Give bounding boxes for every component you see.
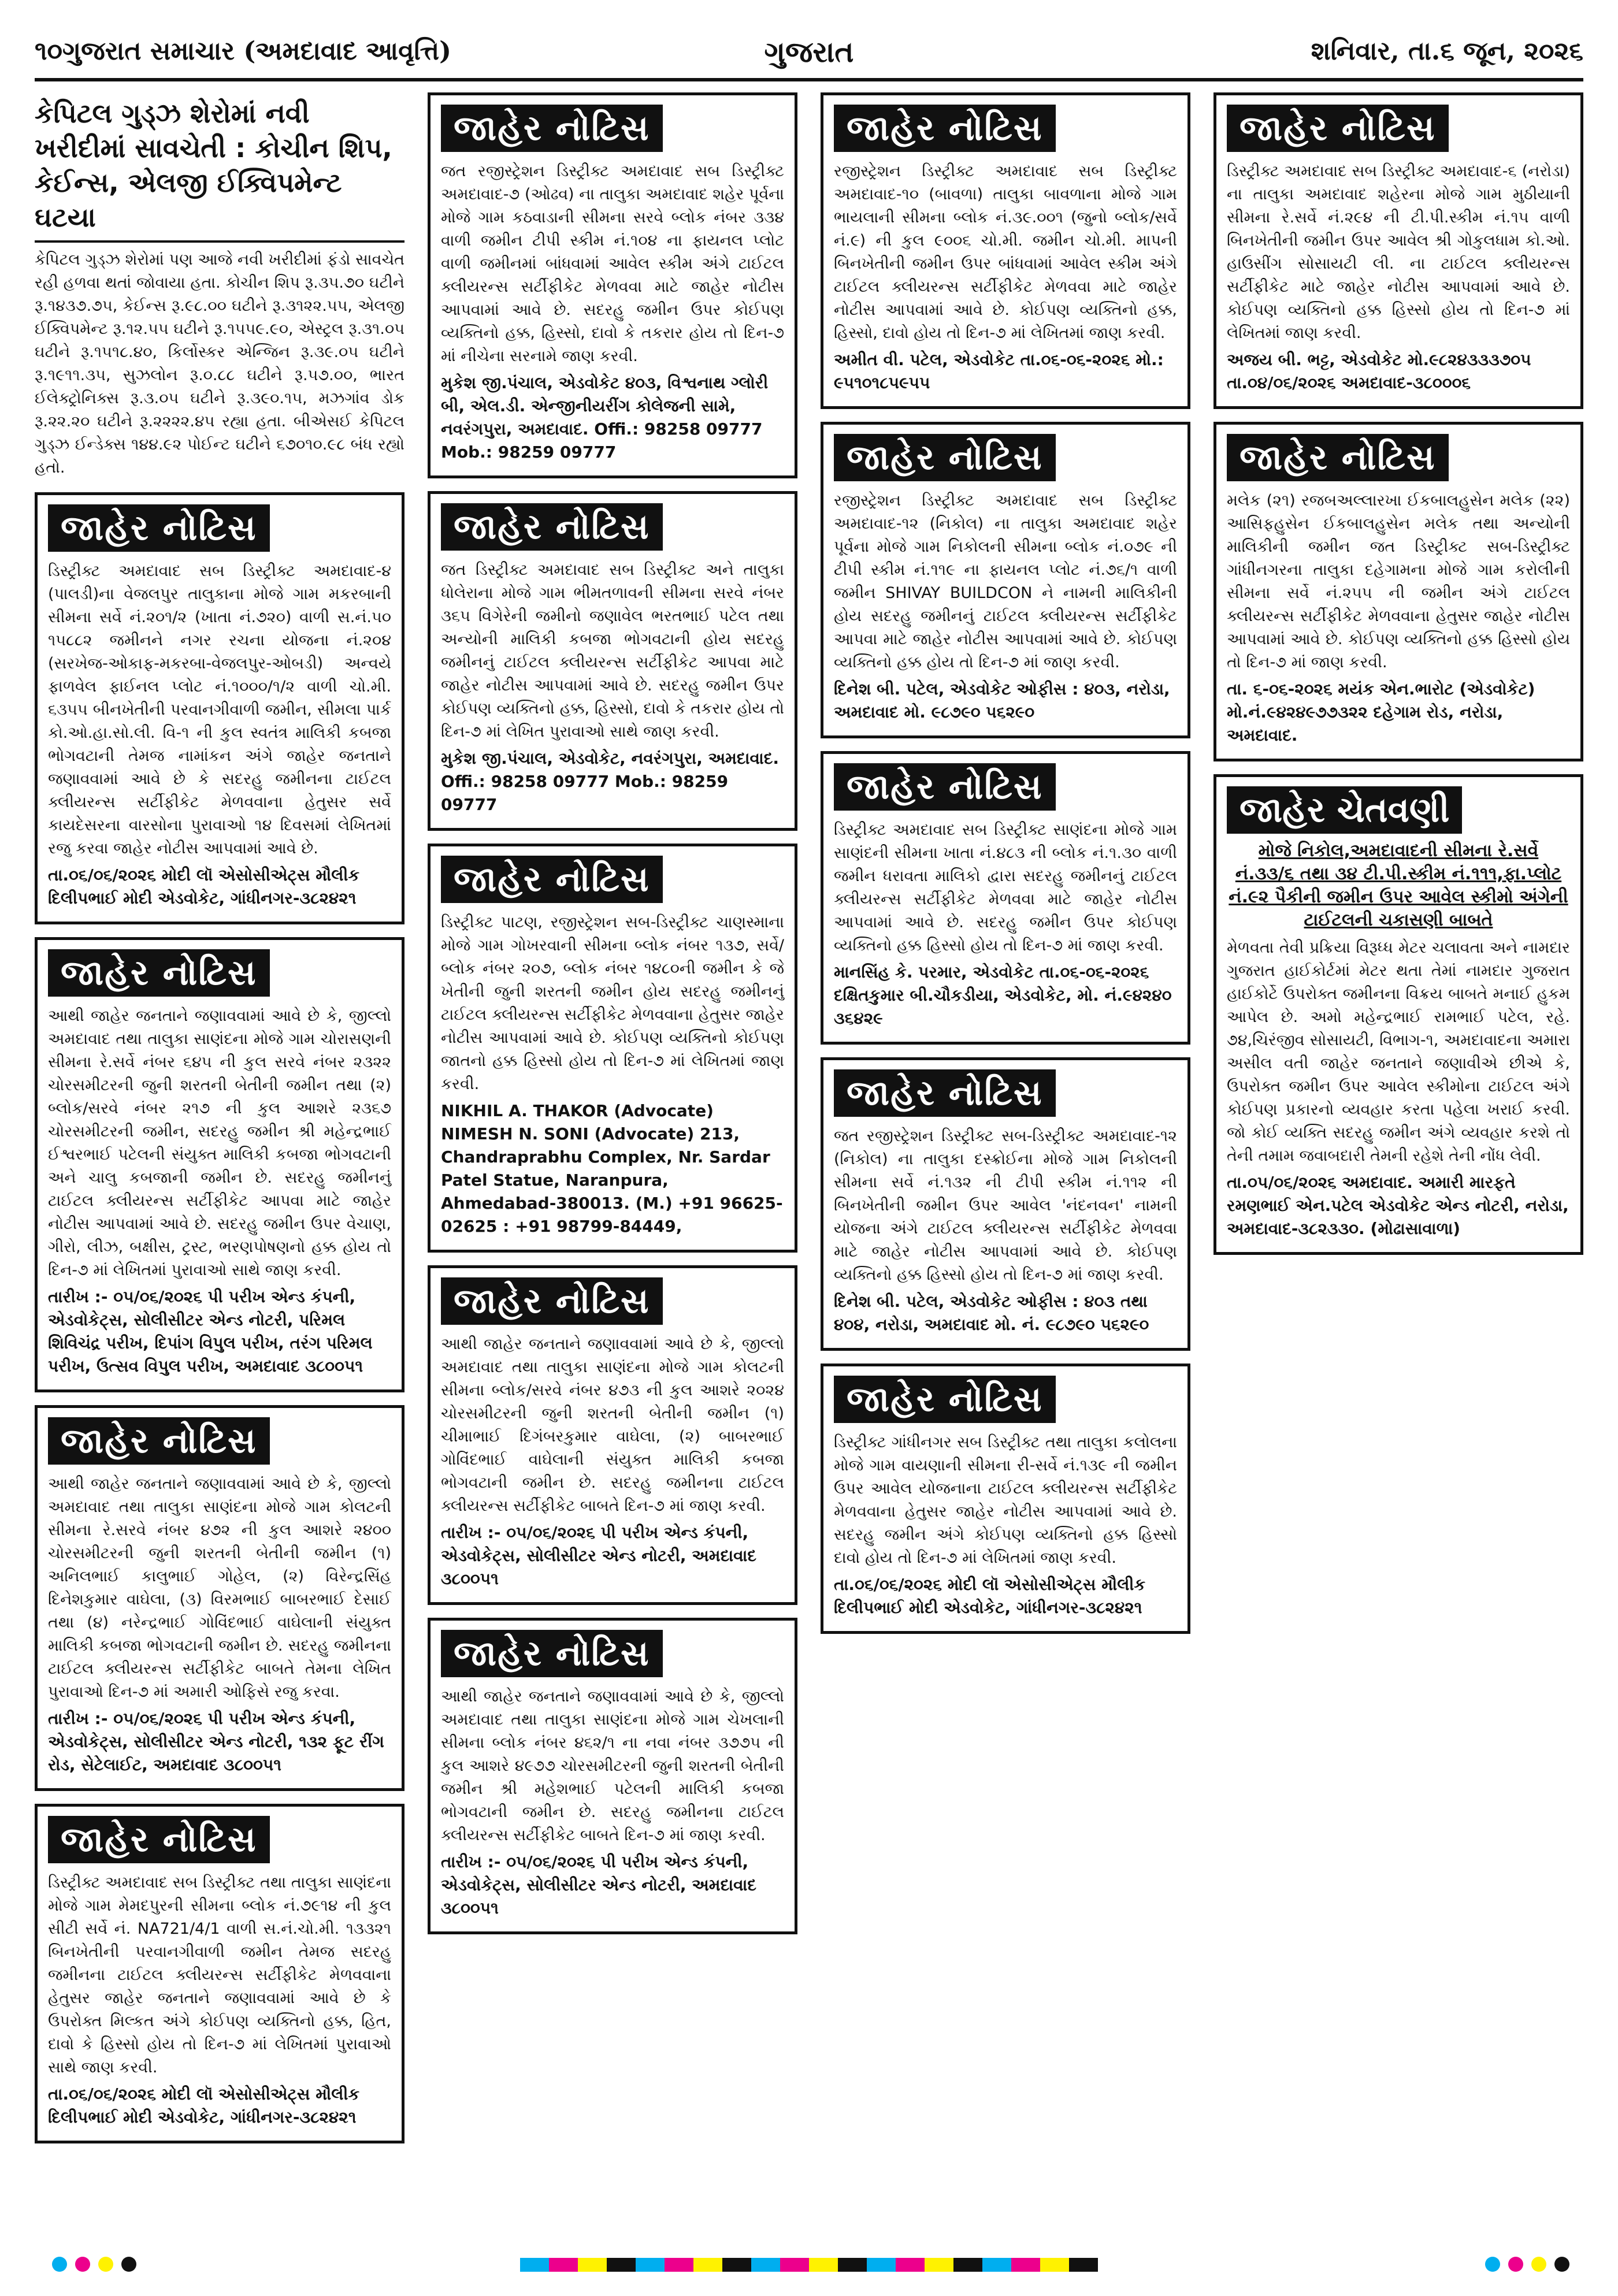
notice-signature: NIKHIL A. THAKOR (Advocate) NIMESH N. SONI (Advocate) 213, Chandraprabhu Complex, Nr. Sardar Patel Statue, Naranpura, Ahmedabad-380013. (M.) +91 96625-02625 : +91 98799-84449,	[441, 1101, 783, 1236]
notice-signature: મુકેશ જી.પંચાલ, એડવોકેટ ૪૦૩, વિશ્વનાથ ગ્લોરી બી, એલ.ડી. એન્જીનીયરીંગ કોલેજની સામે, નવરંગપુરા, અમદાવાદ. Offi.: 98258 09777 Mob.: 98259 09777	[441, 373, 769, 462]
notice-signature: માનસિંહ કે. પરમાર, એડવોકેટ તા.૦૬-૦૬-૨૦૨૬ દક્ષિતકુમાર બી.ચૌકડીયા, એડવોકેટ, મો. નં.૯૪૨૪૦ ૩૬૪૨૯	[834, 963, 1172, 1028]
warning-signature: તા.૦૫/૦૬/૨૦૨૬ અમદાવાદ. અમારી મારફતે રમણભાઈ એન.પટેલ એડવોકેટ એન્ડ નોટરી, નરોડા, અમદાવાદ-૩૮૨૩૩૦. (મોઢાસાવાળા)	[1227, 1173, 1569, 1238]
notice-title: જાહેર નોટિસ	[834, 763, 1056, 811]
column-3	[821, 92, 1190, 2242]
notice-title: જાહેર નોટિસ	[834, 434, 1056, 481]
warning-body: મેળવતા તેવી પ્રક્રિયા વિરૂધ્ધ મેટર ચલાવતા અને નામદાર ગુજરાત હાઈકોર્ટમાં મેટર થતા તેમાં નામદાર ગુજરાત હાઈકોર્ટે ઉપરોક્ત જમીનના વિક્રય બાબતે મનાઈ હુકમ આપેલ છે. અમો મહેન્દ્રભાઈ રામભાઈ પટેલ, રહે. ૭૪,ચિરંજીવ સોસાયટી, વિભાગ-૧, અમદાવાદના અમારા અસીલ વતી જાહેર જનતાને જણાવીએ છીએ કે, ઉપરોક્ત જમીન ઉપર આવેલ સ્કીમોના ટાઈટલ અંગે કોઈપણ પ્રકારનો વ્યવહાર કરતા પહેલા ખરાઈ કરવી. જો કોઈ વ્યક્તિ સદરહુ જમીન અંગે વ્યવહાર કરશે તો તેની તમામ જવાબદારી તેમની રહેશે તેની નોંધ લેવી.	[1227, 939, 1570, 1165]
notice-2-2	[428, 491, 797, 831]
notice-signature: તા.૦૬/૦૬/૨૦૨૬ મોદી લૉ એસોસીએટ્સ મૌલીક દિલીપભાઈ મોદી એડવોકેટ, ગાંધીનગર-૩૮૨૪૨૧	[834, 1575, 1146, 1617]
section-title: ગુજરાત	[764, 35, 854, 69]
lead-headline: કેપિટલ ગુડ્ઝ શેરોમાં નવી ખરીદીમાં સાવચેતી : કોચીન શિપ, કેઈન્સ, એલજી ઈક્વિપમેન્ટ ઘટયા	[35, 92, 404, 243]
notice-signature: તારીખ :- ૦૫/૦૬/૨૦૨૬ પી પરીખ એન્ડ કંપની, એડવોકેટ્સ, સોલીસીટર એન્ડ નોટરી, અમદાવાદ ૩૮૦૦૫૧	[441, 1523, 757, 1588]
notice-2-3	[428, 844, 797, 1253]
black-dot-icon	[121, 2257, 136, 2272]
notice-title: જાહેર નોટિસ	[48, 1417, 270, 1465]
notice-2-1	[428, 92, 797, 478]
cyan-dot-icon	[52, 2257, 67, 2272]
notice-body: ડિસ્ટ્રીક્ટ અમદાવાદ સબ ડિસ્ટ્રીક્ટ તથા તાલુકા સાણંદના મોજે ગામ મેમદપુરની સીમના બ્લોક નં.૭૯૧૪ ની કુલ સીટી સર્વે નં. NA721/4/1 વાળી સ.નં.ચો.મી. ૧૩૩૨૧ બિનખેતીની પરવાનગીવાળી જમીન તેમજ સદરહુ જમીનના ટાઈટલ ક્લીયરન્સ સર્ટીફીકેટ મેળવવાના હેતુસર જાહેર જનતાને જણાવવામાં આવે છે કે ઉપરોક્ત મિલ્કત અંગે કોઈપણ વ્યક્તિનો હક્ક, હિત, દાવો કે હિસ્સો હોય તો દિન-૭ માં લેખિતમાં પુરાવાઓ સાથે જાણ કરવી.	[48, 1874, 391, 2076]
notice-signature: અમીત વી. પટેલ, એડવોકેટ તા.૦૬-૦૬-૨૦૨૬ મો.: ૯૫૧૦૧૮૫૯૫૫	[834, 350, 1164, 392]
notice-1-2	[35, 937, 404, 1392]
notice-2-4	[428, 1265, 797, 1605]
notice-body: રજીસ્ટ્રેશન ડિસ્ટ્રીક્ટ અમદાવાદ સબ ડિસ્ટ્રીક્ટ અમદાવાદ-૧૨ (નિકોલ) ના તાલુકા અમદાવાદ શહેર પૂર્વના મોજે ગામ નિકોલની સીમના બ્લોક નં.૦૭૯ ની ટીપી સ્કીમ નં.૧૧૯ ના ફાયનલ પ્લોટ નં.૭૬/૧ વાળી જમીન SHIVAY BUILDCON ને નામની માલિકીની હોય સદરહુ જમીનનું ટાઈટલ ક્લીયરન્સ સર્ટીફીકેટ આપવા માટે જાહેર નોટીસ આપવામાં આવે છે. કોઈપણ વ્યક્તિનો હક્ક હોય તો દિન-૭ માં જાણ કરવી.	[834, 492, 1177, 671]
notice-body: ડિસ્ટ્રીક્ટ પાટણ, રજીસ્ટ્રેશન સબ-ડિસ્ટ્રીક્ટ ચાણસ્માના મોજે ગામ ગોખરવાની સીમના બ્લોક નંબર ૧૩૭, સર્વે/બ્લોક નંબર ૨૦૭, બ્લોક નંબર ૧૪૮૦ની જમીન કે જે ખેતીની જુની શરતની જમીન હોય સદરહુ જમીનનું ટાઈટલ ક્લીયરન્સ સર્ટીફીકેટ મેળવવાના હેતુસર જાહેર નોટીસ આપવામાં આવે છે. કોઈપણ વ્યક્તિનો કોઈપણ જાતનો હક્ક હિસ્સો હોય તો દિન-૭ માં લેખિતમાં જાણ કરવી.	[441, 913, 784, 1093]
notice-4-2	[1214, 422, 1583, 761]
notice-title: જાહેર નોટિસ	[48, 949, 270, 997]
column-4	[1214, 92, 1583, 2242]
notice-body: આથી જાહેર જનતાને જણાવવામાં આવે છે કે, જીલ્લો અમદાવાદ તથા તાલુકા સાણંદના મોજે ગામ કોલટની સીમના રે.સરવે નંબર ૪૭૨ ની કુલ આશરે ૨૪૦૦ ચોરસમીટરની જુની શરતની બેતીની જમીન (૧) અનિલભાઈ કાલુભાઈ ગોહેલ, (૨) વિરેન્દ્રસિંહ દિનેશકુમાર વાઘેલા, (૩) વિરમભાઈ બાબરભાઈ દેસાઈ તથા (૪) નરેન્દ્રભાઈ ગોવિંદભાઈ વાઘેલાની સંયુક્ત માલિકી કબજા ભોગવટાની જમીન છે. સદરહુ જમીનના ટાઈટલ ક્લીયરન્સ સર્ટીફીકેટ બાબતે તેમના લેખિત પુરાવાઓ દિન-૭ માં અમારી ઓફિસે રજુ કરવા.	[48, 1475, 391, 1701]
notice-title: જાહેર નોટિસ	[48, 1816, 270, 1863]
notice-body: ડિસ્ટ્રીક્ટ અમદાવાદ સબ ડિસ્ટ્રીક્ટ અમદાવાદ-૪ (પાલડી)ના વેજલપુર તાલુકાના મોજે ગામ મકરબાની સીમના સર્વે નં.૨૦૧/૨ (ખાતા નં.૭૨૦) વાળી સ.નં.૫૦ ૧૫૮૮૨ જમીનને નગર રચના યોજના નં.૨૦૪ (સરખેજ-ઓકાફ-મકરબા-વેજલપુર-ઓબડી) અન્વયે ફાળવેલ ફાઈનલ પ્લોટ નં.૧૦૦૦/૧/૨ વાળી ચો.મી. ૬૩૫૫ બીનખેતીની પરવાનગીવાળી જમીન, સીમલા પાર્ક કો.ઓ.હા.સો.લી. વિ-૧ ની કુલ સ્વતંત્ર માલિકી કબજા ભોગવટાની તેમજ નામાંકન અંગે જાહેર જનતાને જણાવવામાં આવે છે કે સદરહુ જમીનના ટાઈટલ ક્લીયરન્સ સર્ટીફીકેટ મેળવવાના હેતુસર સર્વે કાયદેસરના વારસોના પુરાવાઓ ૧૪ દિવસમાં લેખિતમાં રજુ કરવા જાહેર નોટીસ આપવામાં આવે છે.	[48, 562, 391, 857]
notice-title: જાહેર નોટિસ	[441, 105, 663, 152]
cyan-dot-icon	[1485, 2257, 1500, 2272]
yellow-dot-icon	[98, 2257, 113, 2272]
notice-body: આથી જાહેર જનતાને જણાવવામાં આવે છે કે, જીલ્લો અમદાવાદ તથા તાલુકા સાણંદના મોજે ગામ ચેખલાની સીમના બ્લોક નંબર ૪૬૨/૧ ના નવા નંબર ૩૭૭૫ ની કુલ આશરે ૪૯૭૭ ચોરસમીટરની જુની શરતની બેતીની જમીન શ્રી મહેશભાઈ પટેલની માલિકી કબજા ભોગવટાની જમીન છે. સદરહુ જમીનના ટાઈટલ ક્લીયરન્સ સર્ટીફીકેટ બાબતે દિન-૭ માં જાણ કરવી.	[441, 1688, 784, 1844]
notice-title: જાહેર નોટિસ	[441, 503, 663, 551]
issue-date: શનિવાર, તા.૬ જૂન, ૨૦૨૬	[1311, 36, 1583, 66]
notice-body: રજીસ્ટ્રેશન ડિસ્ટ્રીક્ટ અમદાવાદ સબ ડિસ્ટ્રીક્ટ અમદાવાદ-૧૦ (બાવળા) તાલુકા બાવળાના મોજે ગામ ભાયલાની સીમના બ્લોક નં.૩૯.૦૦૧ (જુનો બ્લોક/સર્વે નં.૯) ની કુલ ૯૦૦૬ ચો.મી. જમીન ચો.મી. માપની બિનખેતીની જમીન ઉપર બાંધવામાં આવેલ સ્કીમ અંગે ટાઈટલ ક્લીયરન્સ સર્ટીફીકેટ મેળવવા માટે જાહેર નોટીસ આપવામાં આવે છે. કોઈપણ વ્યક્તિનો હક્ક, હિસ્સો, દાવો હોય તો દિન-૭ માં લેખિતમાં જાણ કરવી.	[834, 162, 1177, 342]
warning-subject: મોજે નિકોલ,અમદાવાદની સીમના રે.સર્વે નં.૩૩/૬ તથા ૩૪ ટી.પી.સ્કીમ નં.૧૧૧,ફા.પ્લોટ નં.૯૨ પૈકીની જમીન ઉપર આવેલ સ્કીમો અંગેની ટાઈટલની ચકાસણી બાબતે	[1229, 841, 1568, 930]
notice-signature: તારીખ :- ૦૫/૦૬/૨૦૨૬ પી પરીખ એન્ડ કંપની, એડવોકેટ્સ, સોલીસીટર એન્ડ નોટરી, અમદાવાદ ૩૮૦૦૫૧	[441, 1852, 757, 1918]
notice-signature: તા.૦૬/૦૬/૨૦૨૬ મોદી લૉ એસોસીએટ્સ મૌલીક દિલીપભાઈ મોદી એડવોકેટ, ગાંધીનગર-૩૮૨૪૨૧	[48, 2085, 360, 2127]
notice-signature: મુકેશ જી.પંચાલ, એડવોકેટ, નવરંગપુરા, અમદાવાદ. Offi.: 98258 09777 Mob.: 98259 09777	[441, 749, 780, 814]
masthead-edition: ૧૦ગુજરાત સમાચાર (અમદાવાદ આવૃત્તિ)	[35, 36, 451, 66]
notice-3-1	[821, 92, 1190, 409]
column-1	[35, 92, 404, 2242]
notice-1-4	[35, 1804, 404, 2143]
notice-body: ડિસ્ટ્રીક્ટ અમદાવાદ સબ ડિસ્ટ્રીક્ટ સાણંદના મોજે ગામ સાણંદની સીમના ખાતા નં.૪૮૩ ની બ્લોક નં.૧.૩૦ વાળી જમીન ધરાવતા માલિકો દ્વારા સદરહુ જમીનનું ટાઈટલ ક્લીયરન્સ સર્ટીફીકેટ મેળવવા માટે જાહેર નોટીસ આપવામાં આવે છે. સદરહુ જમીન ઉપર કોઈપણ વ્યક્તિનો હક્ક હિસ્સો હોય તો દિન-૭ માં જાણ કરવી.	[834, 821, 1177, 954]
notice-body: ડિસ્ટ્રીક્ટ અમદાવાદ સબ ડિસ્ટ્રીક્ટ અમદાવાદ-૬ (નરોડા) ના તાલુકા અમદાવાદ શહેરના મોજે ગામ મુઠીયાની સીમના રે.સર્વે નં.૨૯૪ ની ટી.પી.સ્કીમ નં.૧૫ વાળી બિનખેતીની જમીન ઉપર આવેલ શ્રી ગોકુલધામ કો.ઓ. હાઉસીંગ સોસાયટી લી. ના ટાઈટલ ક્લીયરન્સ સર્ટીફીકેટ માટે જાહેર નોટીસ આપવામાં આવે છે. કોઈપણ વ્યક્તિનો હક્ક હિસ્સો હોય તો દિન-૭ માં લેખિતમાં જાણ કરવી.	[1227, 162, 1570, 342]
notice-signature: તારીખ :- ૦૫/૦૬/૨૦૨૬ પી પરીખ એન્ડ કંપની, એડવોકેટ્સ, સોલીસીટર એન્ડ નોટરી, પરિમલ શિવિચંદ્ર પરીખ, દિપાંગ વિપુલ પરીખ, તરંગ પરિમલ પરીખ, ઉત્સવ વિપુલ પરીખ, અમદાવાદ ૩૮૦૦૫૧	[48, 1287, 373, 1376]
notice-3-3	[821, 751, 1190, 1045]
notice-title: જાહેર નોટિસ	[441, 856, 663, 903]
notice-3-5	[821, 1364, 1190, 1634]
magenta-dot-icon	[1508, 2257, 1523, 2272]
notice-title: જાહેર નોટિસ	[834, 105, 1056, 152]
warning-title: જાહેર ચેતવણી	[1227, 786, 1462, 834]
yellow-dot-icon	[1531, 2257, 1546, 2272]
notice-body: જત રજીસ્ટ્રેશન ડિસ્ટ્રીક્ટ અમદાવાદ સબ ડિસ્ટ્રીક્ટ અમદાવાદ-૭ (ઓઢવ) ના તાલુકા અમદાવાદ શહેર પૂર્વના મોજે ગામ કઠવાડાની સીમના સરવે બ્લોક નંબર ૩૩૪ વાળી જમીન ટીપી સ્કીમ નં.૧૦૪ ના ફાયનલ પ્લોટ વાળી જમીનમાં બાંધવામાં આવેલ સ્કીમ અંગે ટાઈટલ ક્લીયરન્સ સર્ટીફીકેટ મેળવવા માટે જાહેર નોટીસ આપવામાં આવે છે. સદરહુ જમીન ઉપર કોઈપણ વ્યક્તિનો હક્ક, હિસ્સો, દાવો કે તકરાર હોય તો દિન-૭ માં નીચેના સરનામે જાણ કરવી.	[441, 162, 784, 365]
notice-body: ડિસ્ટ્રીક્ટ ગાંધીનગર સબ ડિસ્ટ્રીક્ટ તથા તાલુકા કલોલના મોજે ગામ વાયણાની સીમના રી-સર્વે નં.૧૩૯ ની જમીન ઉપર આવેલ યોજનાના ટાઈટલ ક્લીયરન્સ સર્ટીફીકેટ મેળવવાના હેતુસર જાહેર નોટીસ આપવામાં આવે છે. સદરહુ જમીન અંગે કોઈપણ વ્યક્તિનો હક્ક હિસ્સો દાવો હોય તો દિન-૭ માં લેખિતમાં જાણ કરવી.	[834, 1433, 1177, 1567]
notice-3-2	[821, 422, 1190, 738]
notice-signature: તારીખ :- ૦૫/૦૬/૨૦૨૬ પી પરીખ એન્ડ કંપની, એડવોકેટ્સ, સોલીસીટર એન્ડ નોટરી, ૧૩૨ ફૂટ રીંગ રોડ, સેટેલાઈટ, અમદાવાદ ૩૮૦૦૫૧	[48, 1709, 384, 1774]
notice-title: જાહેર નોટિસ	[834, 1069, 1056, 1117]
public-warning	[1214, 774, 1583, 1255]
notice-2-5	[428, 1618, 797, 1934]
notice-signature: દિનેશ બી. પટેલ, એડવોકેટ ઓફીસ : ૪૦૩ તથા ૪૦૪, નરોડા, અમદાવાદ મો. નં. ૯૮૭૯૦ ૫૬૨૯૦	[834, 1292, 1149, 1334]
notice-4-1	[1214, 92, 1583, 409]
notice-1-1	[35, 492, 404, 924]
notice-signature: અજય બી. ભટ્ટ, એડવોકેટ મો.૯૮૨૪૩૩૩૭૦૫ તા.૦૪/૦૬/૨૦૨૬ અમદાવાદ-૩૮૦૦૦૬	[1227, 350, 1531, 392]
notice-body: આથી જાહેર જનતાને જણાવવામાં આવે છે કે, જીલ્લો અમદાવાદ તથા તાલુકા સાણંદના મોજે ગામ ચોરાસણની સીમના રે.સર્વે નંબર ૬૪૫ ની કુલ સરવે નંબર ૨૩૨૨ ચોરસમીટરની જુની શરતની બેતીની જમીન તથા (૨) બ્લોક/સરવે નંબર ૨૧૭ ની કુલ આશરે ૨૩૬૭ ચોરસમીટરની જમીન, સદરહુ જમીન શ્રી મહેન્દ્રભાઈ ઈશ્વરભાઈ પટેલની સંયુક્ત માલિકી કબજા ભોગવટાની અને ચાલુ કબજાની જમીન છે. સદરહુ જમીનનું ટાઈટલ ક્લીયરન્સ સર્ટીફીકેટ આપવા માટે જાહેર નોટીસ આપવામાં આવે છે. સદરહુ જમીન ઉપર વેચાણ, ગીરો, લીઝ, બક્ષીસ, ટ્રસ્ટ, ભરણપોષણનો હક્ક હોય તો દિન-૭ માં લેખિતમાં પુરાવાઓ સાથે જાણ કરવી.	[48, 1007, 391, 1279]
notice-title: જાહેર નોટિસ	[1227, 105, 1449, 152]
print-registration-marks	[0, 2253, 1618, 2276]
notice-signature: તા.૦૬/૦૬/૨૦૨૬ મોદી લૉ એસોસીએટ્સ મૌલીક દિલીપભાઈ મોદી એડવોકેટ, ગાંધીનગર-૩૮૨૪૨૧	[48, 865, 360, 908]
notice-title: જાહેર નોટિસ	[441, 1277, 663, 1325]
notice-title: જાહેર નોટિસ	[48, 504, 270, 552]
black-dot-icon	[1554, 2257, 1569, 2272]
notice-signature: તા. ૬-૦૬-૨૦૨૬ મયંક એન.ભારોટ (એડવોકેટ) મો.નં.૯૪૨૪૯૭૭૩૨૨ દહેગામ રોડ, નરોડા, અમદાવાદ.	[1227, 679, 1535, 745]
column-2	[428, 92, 797, 2242]
magenta-dot-icon	[75, 2257, 90, 2272]
lead-body: કેપિટલ ગુડ્ઝ શેરોમાં પણ આજે નવી ખરીદીમાં ફંડો સાવચેત રહી હળવા થતાં જોવાયા હતા. કોચીન શિપ રૂ.૩૫.૭૦ ઘટીને રૂ.૧૪૩૭.૭૫, કેઈન્સ રૂ.૯૮.૦૦ ઘટીને રૂ.૩૧૨૨.૫૫, એલજી ઈક્વિપમેન્ટ રૂ.૧૨.૫૫ ઘટીને રૂ.૧૫૫૯.૯૦, એસ્ટ્રલ રૂ.૩૧.૦૫ ઘટીને રૂ.૧૫૧૮.૪૦, કિર્લોસ્કર એન્જિન રૂ.૩૯.૦૫ ઘટીને રૂ.૧૯૧૧.૩૫, સુઝલોન રૂ.૦.૮૮ ઘટીને રૂ.૫૭.૦૦, ભારત ઈલેક્ટ્રોનિક્સ રૂ.૩.૦૫ ઘટીને રૂ.૩૯૦.૧૫, મઝગાંવ ડોક રૂ.૨૨.૨૦ ઘટીને રૂ.૨૨૨૨.૪૫ રહ્યા હતા. બીએસઈ કેપિટલ ગુડ્ઝ ઈન્ડેક્સ ૧૪૪.૯૨ પોઈન્ટ ઘટીને ૬૭૦૧૦.૯૮ બંધ રહ્યો હતો.	[35, 251, 404, 477]
notice-body: આથી જાહેર જનતાને જણાવવામાં આવે છે કે, જીલ્લો અમદાવાદ તથા તાલુકા સાણંદના મોજે ગામ કોલટની સીમના બ્લોક/સરવે નંબર ૪૭૩ ની કુલ આશરે ૨૦૨૪ ચોરસમીટરની જુની શરતની બેતીની જમીન (૧) ચીમાભાઈ દિગંબરકુમાર વાઘેલા, (૨) બાબરભાઈ ગોવિંદભાઈ વાઘેલાની સંયુક્ત માલિકી કબજા ભોગવટાની જમીન છે. સદરહુ જમીનના ટાઈટલ ક્લીયરન્સ સર્ટીફીકેટ બાબતે દિન-૭ માં જાણ કરવી.	[441, 1335, 784, 1515]
notice-body: જત રજીસ્ટ્રેશન ડિસ્ટ્રીક્ટ સબ-ડિસ્ટ્રીક્ટ અમદાવાદ-૧૨ (નિકોલ) ના તાલુકા દસ્ક્રોઈના મોજે ગામ નિકોલની સીમના સર્વે નં.૧૩૨ ની ટીપી સ્કીમ નં.૧૧૨ ની બિનખેતીની જમીન ઉપર આવેલ 'નંદનવન' નામની યોજના અંગે ટાઈટલ ક્લીયરન્સ સર્ટીફીકેટ મેળવવા માટે જાહેર નોટીસ આપવામાં આવે છે. કોઈપણ વ્યક્તિનો હક્ક હિસ્સો હોય તો દિન-૭ માં જાણ કરવી.	[834, 1127, 1177, 1284]
page-body	[35, 92, 1583, 2242]
notice-body: જત ડિસ્ટ્રીક્ટ અમદાવાદ સબ ડિસ્ટ્રીક્ટ અને તાલુકા ધોલેરાના મોજે ગામ ભીમતળાવની સીમના સરવે નંબર ૩૬૫ વિગેરેની જમીનો જણાવેલ ભરતભાઈ પટેલ તથા અન્યોની માલિકી કબજા ભોગવટાની હોય સદરહુ જમીનનું ટાઈટલ ક્લીયરન્સ સર્ટીફીકેટ આપવા માટે જાહેર નોટીસ આપવામાં આવે છે. સદરહુ જમીન ઉપર કોઈપણ વ્યક્તિનો હક્ક, હિસ્સો, દાવો કે તકરાર હોય તો દિન-૭ માં લેખિત પુરાવાઓ સાથે જાણ કરવી.	[441, 561, 784, 741]
notice-3-4	[821, 1057, 1190, 1351]
notice-signature: દિનેશ બી. પટેલ, એડવોકેટ ઓફીસ : ૪૦૩, નરોડા, અમદાવાદ મો. ૯૮૭૯૦ ૫૬૨૯૦	[834, 679, 1170, 722]
notice-body: મલેક (૨૧) રજબઅલ્લારખા ઈકબાલહુસેન મલેક (૨૨) આસિફહુસેન ઈકબાલહુસેન મલેક તથા અન્યોની માલિકીની જમીન જત ડિસ્ટ્રીક્ટ સબ-ડિસ્ટ્રીક્ટ ગાંધીનગરના તાલુકા દહેગામના મોજે ગામ કરોલીની સીમના સર્વે નં.૨૫૫ ની જમીન અંગે ટાઈટલ ક્લીયરન્સ સર્ટીફીકેટ મેળવવાના હેતુસર જાહેર નોટીસ આપવામાં આવે છે. કોઈપણ વ્યક્તિનો હક્ક હિસ્સો હોય તો દિન-૭ માં જાણ કરવી.	[1227, 492, 1570, 671]
notice-title: જાહેર નોટિસ	[834, 1376, 1056, 1423]
notice-title: જાહેર નોટિસ	[441, 1630, 663, 1677]
page-header	[35, 32, 1583, 81]
notice-title: જાહેર નોટિસ	[1227, 434, 1449, 481]
lead-story	[35, 92, 404, 480]
color-bar-icon	[520, 2258, 1098, 2272]
notice-1-3	[35, 1405, 404, 1791]
